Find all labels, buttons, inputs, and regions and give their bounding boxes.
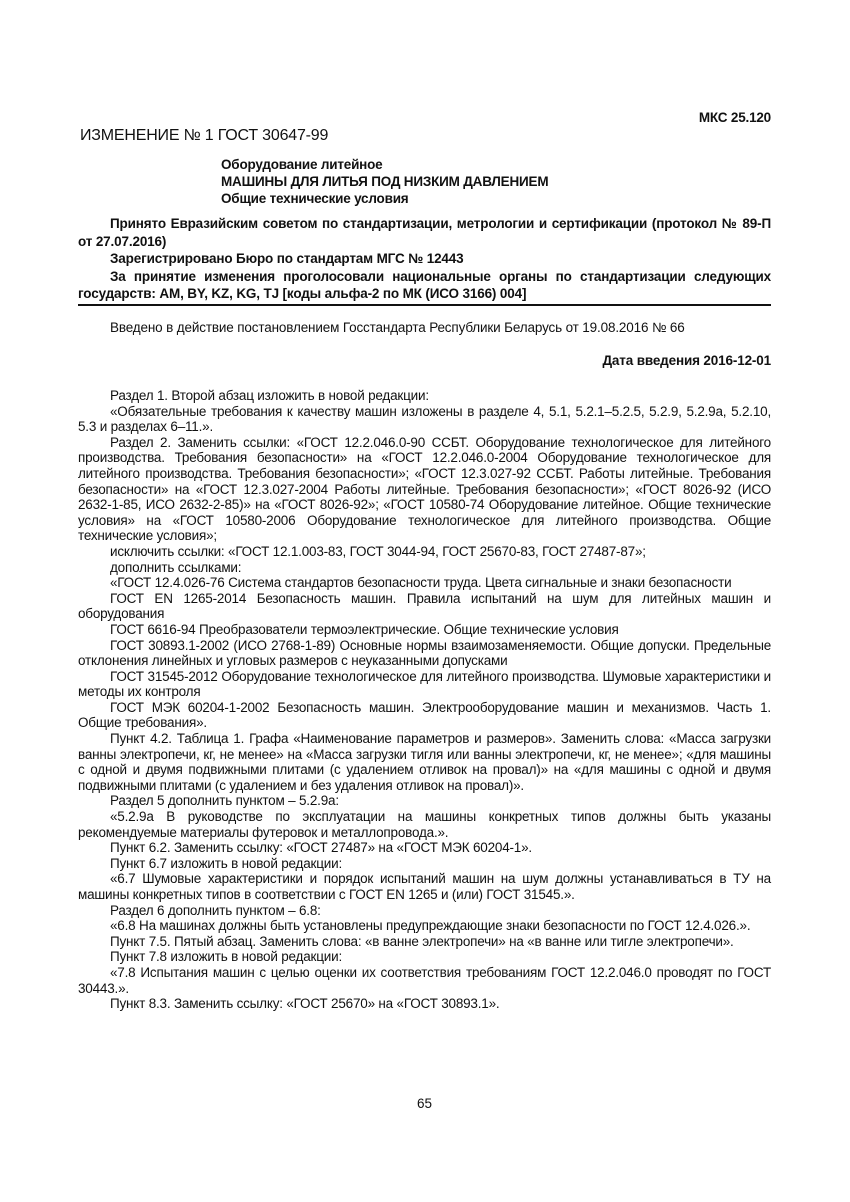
body-paragraph: «Обязательные требования к качеству машин изложены в разделе 4, 5.1, 5.2.1–5.2.5, 5.2.9, 5.2.9а, 5.2.10, 5.3 и разделах 6–11.». (78, 403, 771, 435)
body-paragraph: ГОСТ 6616-94 Преобразователи термоэлектрические. Общие технические условия (110, 621, 619, 637)
body-paragraph: Пункт 6.7 изложить в новой редакции: (110, 855, 343, 871)
body-paragraph: дополнить ссылками: (110, 559, 242, 575)
body-paragraph: Пункт 4.2. Таблица 1. Графа «Наименование параметров и размеров». Заменить слова: «Масса загрузки ванны электропечи, кг, не менее» на «Масса загрузки тигля или ванны электропечи, кг, не менее»; «для машины с одной и двумя подвижными плитами (с удалением отливок на провал)» на «для машины с одной и двумя подвижными плитами (с удалением и без удаления отливок на провал)». (78, 731, 771, 793)
adoption-paragraph: Зарегистрировано Бюро по стандартам МГС № 12443 (110, 251, 464, 266)
body-paragraph: «5.2.9а В руководстве по эксплуатации на машины конкретных типов должны быть указаны рекомендуемые материалы футеровок и металлопровода.». (78, 809, 771, 840)
classification-code: МКС 25.120 (698, 110, 771, 125)
body-paragraph: ГОСТ EN 1265-2014 Безопасность машин. Правила испытаний на шум для литейных машин и оборудования (78, 590, 771, 622)
amendment-title: ИЗМЕНЕНИЕ № 1 ГОСТ 30647-99 (80, 127, 329, 144)
adoption-paragraph: За принятие изменения проголосовали национальные органы по стандартизации следующих государств: AM, BY, KZ, KG, TJ [коды альфа-2 по МК (ИСО 3166) 004] (78, 268, 771, 301)
horizontal-rule (78, 304, 771, 306)
body-paragraph: Раздел 2. Заменить ссылки: «ГОСТ 12.2.046.0-90 ССБТ. Оборудование технологическое для литейного производства. Требования безопасности» на «ГОСТ 12.2.046.0-2004 Оборудование технологическое для литейного производства. Требования безопасности»; «ГОСТ 12.3.027-92 ССБТ. Работы литейные. Требования безопасности» на «ГОСТ 12.3.027-2004 Работы литейные. Требования безопасности»; «ГОСТ 8026-92 (ИСО 2632-1-85, ИСО 2632-2-85)» на «ГОСТ 8026-92»; «ГОСТ 10580-74 Оборудование литейное. Общие технические условия» на «ГОСТ 10580-2006 Оборудование технологическое для литейного производства. Общие технические условия»; (78, 434, 771, 544)
amendment-body (78, 388, 771, 1012)
body-paragraph: Пункт 6.2. Заменить ссылку: «ГОСТ 27487» на «ГОСТ МЭК 60204-1». (110, 840, 532, 856)
body-paragraph: «6.8 На машинах должны быть установлены предупреждающие знаки безопасности по ГОСТ 12.4.026.». (110, 918, 751, 934)
body-paragraph: исключить ссылки: «ГОСТ 12.1.003-83, ГОСТ 3044-94, ГОСТ 25670-83, ГОСТ 27487-87»; (110, 543, 646, 559)
subject-line: МАШИНЫ ДЛЯ ЛИТЬЯ ПОД НИЗКИМ ДАВЛЕНИЕМ (221, 174, 549, 189)
body-paragraph: «6.7 Шумовые характеристики и порядок испытаний машин на шум должны устанавливаться в ТУ на машины конкретных типов в соответствии с ГОСТ EN 1265 и (или) ГОСТ 31545.». (78, 871, 771, 902)
body-paragraph: ГОСТ МЭК 60204-1-2002 Безопасность машин. Электрооборудование машин и механизмов. Часть 1. Общие требования». (78, 699, 771, 731)
body-paragraph: Раздел 1. Второй абзац изложить в новой редакции: (110, 388, 429, 403)
subject-line: Общие технические условия (221, 191, 409, 206)
body-paragraph: «7.8 Испытания машин с целью оценки их соответствия требованиям ГОСТ 12.2.046.0 проводят по ГОСТ 30443.». (78, 964, 771, 996)
body-paragraph: ГОСТ 30893.1-2002 (ИСО 2768-1-89) Основные нормы взаимозаменяемости. Общие допуски. Предельные отклонения линейных и угловых размеров с неуказанными допусками (78, 637, 771, 669)
body-paragraph: «ГОСТ 12.4.026-76 Система стандартов безопасности труда. Цвета сигнальные и знаки безопасности (110, 575, 732, 591)
body-paragraph: Пункт 7.8 изложить в новой редакции: (110, 949, 343, 965)
page-number: 65 (416, 1096, 433, 1111)
body-paragraph: Пункт 8.3. Заменить ссылку: «ГОСТ 25670» на «ГОСТ 30893.1». (110, 996, 500, 1012)
enacted-statement: Введено в действие постановлением Госстандарта Республики Беларусь от 19.08.2016 № 66 (110, 320, 685, 335)
subject-line: Оборудование литейное (221, 157, 383, 172)
introduction-date: Дата введения 2016-12-01 (602, 353, 771, 368)
adoption-info (78, 215, 771, 303)
standard-subject (221, 156, 548, 207)
body-paragraph: ГОСТ 31545-2012 Оборудование технологическое для литейного производства. Шумовые характеристики и методы их контроля (78, 668, 771, 700)
body-paragraph: Раздел 5 дополнить пунктом – 5.2.9а: (110, 793, 339, 809)
body-paragraph: Пункт 7.5. Пятый абзац. Заменить слова: «в ванне электропечи» на «в ванне или тигле электропечи». (110, 933, 734, 949)
body-paragraph: Раздел 6 дополнить пунктом – 6.8: (110, 902, 321, 918)
adoption-paragraph: Принято Евразийским советом по стандартизации, метрологии и сертификации (протокол № 89-П от 27.07.2016) (78, 216, 771, 249)
